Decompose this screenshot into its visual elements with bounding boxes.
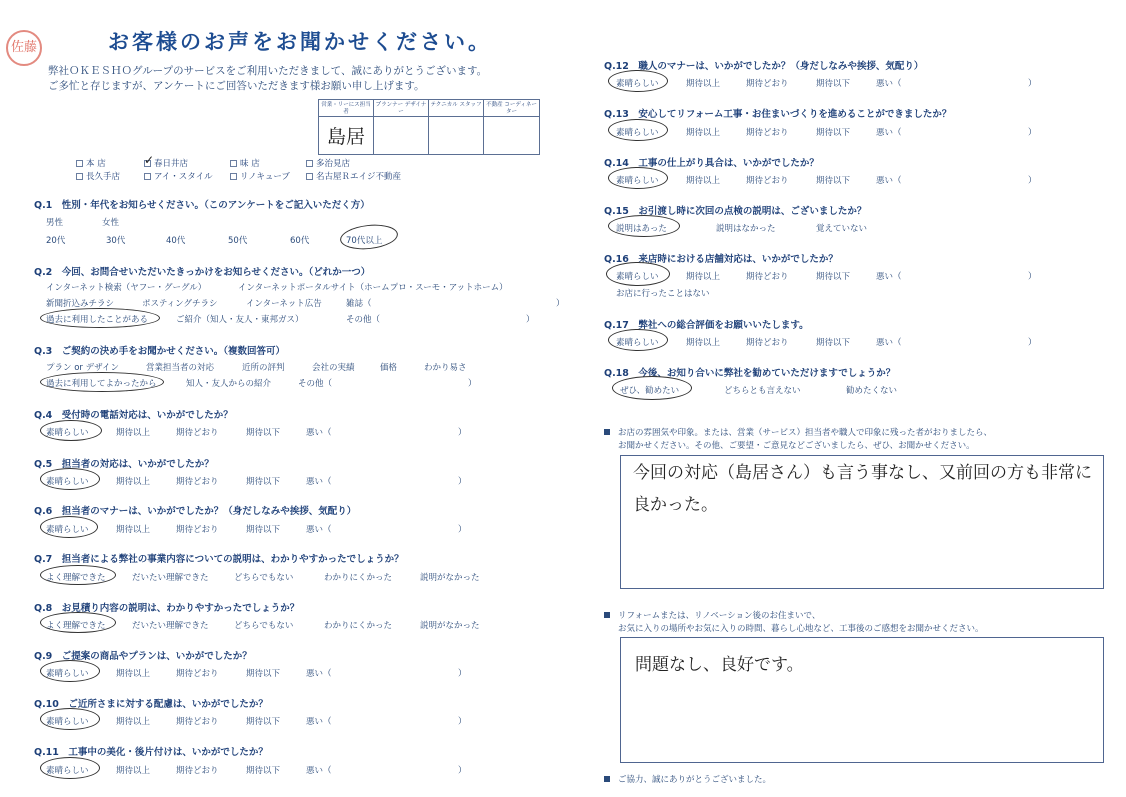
store-option[interactable]: アイ・スタイル (144, 171, 230, 184)
check-mark-icon: ✓ (144, 153, 155, 167)
q11-options: 素晴らしい 期待以上 期待どおり 期待以下 悪い（ ） (46, 766, 467, 776)
q1-gender-options: 男性 女性 (46, 218, 120, 228)
answer-circle (608, 167, 668, 189)
answer-circle (40, 612, 116, 633)
question-10: Q.10 ご近所さまに対する配慮は、いかがでしたか？ (34, 696, 268, 710)
q4-options: 素晴らしい 期待以上 期待どおり 期待以下 悪い（ ） (46, 428, 467, 438)
q12-options: 素晴らしい 期待以上 期待どおり 期待以下 悪い（ ） (616, 79, 1037, 89)
q2-options-row1: インターネット検索（ヤフー・グーグル） インターネットポータルサイト（ホームプロ・スーモ・アットホーム） (46, 283, 508, 293)
q18-options: ぜひ、勧めたい どちらとも言えない 勧めたくない (620, 386, 898, 396)
q3-options-row2: 過去に利用してよかったから 知人・友人からの紹介 その他（ ） (46, 379, 477, 389)
question-16: Q.16 来店時における店舗対応は、いかがでしたか？ (604, 251, 838, 265)
footer-thanks: ご協力、誠にありがとうございました。 (604, 774, 771, 787)
bullet-square-icon (604, 776, 610, 782)
q2-options-row3: 過去に利用したことがある ご紹介（知人・友人・東邦ガス） その他（ ） (46, 315, 535, 325)
q14-options: 素晴らしい 期待以上 期待どおり 期待以下 悪い（ ） (616, 176, 1037, 186)
q5-options: 素晴らしい 期待以上 期待どおり 期待以下 悪い（ ） (46, 477, 467, 487)
answer-circle (339, 222, 399, 252)
question-2: Q.2 今回、お問合せいただいたきっかけをお知らせください。（どれか一つ） (34, 264, 370, 278)
question-17: Q.17 弊社への総合評価をお願いいたします。 (604, 317, 809, 331)
q10-options: 素晴らしい 期待以上 期待どおり 期待以下 悪い（ ） (46, 717, 467, 727)
intro-text: 弊社ＯＫＥＳＨＯグループのサービスをご利用いただきまして、誠にありがとうございます。 ご多忙と存じますが、アンケートにご回答いただきます様お願い申し上げます。 (48, 65, 488, 92)
answer-circle (40, 468, 100, 490)
q7-options: よく理解できた だいたい理解できた どちらでもない わかりにくかった 説明がなかった (46, 573, 480, 583)
answer-circle (608, 329, 668, 351)
q15-options: 説明はあった 説明はなかった 覚えていない (616, 224, 868, 234)
question-13: Q.13 安心してリフォーム工事・お住まいづくりを進めることができましたか？ (604, 106, 951, 120)
q3-options-row1: プラン or デザイン 営業担当者の対応 近所の評判 会社の実績 価格 わかり易さ (46, 363, 467, 373)
handwritten-answer-1: 今回の対応（島居さん）も言う事なし、又前回の方も非常に (633, 463, 1092, 483)
q6-options: 素晴らしい 期待以上 期待どおり 期待以下 悪い（ ） (46, 525, 467, 535)
question-6: Q.6 担当者のマナーは、いかがでしたか？（身だしなみや挨拶、気配り） (34, 503, 356, 517)
q17-options: 素晴らしい 期待以上 期待どおり 期待以下 悪い（ ） (616, 338, 1037, 348)
question-7: Q.7 担当者による弊社の事業内容についての説明は、わかりやすかったでしょうか？ (34, 551, 404, 565)
answer-circle (40, 420, 102, 441)
answer-circle (612, 376, 692, 400)
answer-circle (40, 708, 100, 730)
seal-stamp: 佐藤 (6, 30, 42, 66)
q8-options: よく理解できた だいたい理解できた どちらでもない わかりにくかった 説明がなかった (46, 621, 480, 631)
comment-box-1[interactable] (620, 455, 1104, 589)
staff-name-handwritten: 島居 (326, 126, 365, 148)
handwritten-answer-1-line2: 良かった。 (633, 495, 718, 515)
bullet-square-icon (604, 612, 610, 618)
comment-prompt-2: リフォームまたは、リノベーション後のお住まいで、 お気に入りの場所やお気に入りの時間、暮らし心地など、工事後のご感想をお聞かせください。 (604, 610, 984, 636)
answer-circle (608, 215, 680, 237)
answer-circle (608, 70, 668, 92)
q16-no-visit: お店に行ったことはない (616, 289, 710, 299)
store-option[interactable]: 多治見店 (306, 158, 350, 171)
answer-circle (40, 516, 98, 538)
question-11: Q.11 工事中の美化・後片付けは、いかがでしたか？ (34, 744, 268, 758)
store-option-checked[interactable]: ✓ 春日井店 (144, 153, 189, 169)
answer-circle (40, 565, 116, 585)
store-option[interactable]: 味 店 (230, 158, 306, 171)
staff-cell-realestate: 不動産 コーディネーター (484, 100, 539, 154)
question-18: Q.18 今後、お知り合いに弊社を勧めていただけますでしょうか？ (604, 365, 895, 379)
q2-options-row2: 新聞折込みチラシ ポスティングチラシ インターネット広告 雑誌（ ） (46, 299, 565, 309)
comment-prompt-1: お店の雰囲気や印象。または、営業（サービス）担当者や職人で印象に残った者がおりましたら、 お聞かせください。その他、ご要望・ご意見などございましたら、ぜひ、お聞かせください。 (604, 427, 992, 453)
store-option[interactable]: 長久手店 (76, 171, 144, 184)
answer-circle (606, 262, 670, 286)
question-12: Q.12 職人のマナーは、いかがでしたか？（身だしなみや挨拶、気配り） (604, 58, 923, 72)
staff-cell-sales: 営業・リーにス担当者 島居 (319, 100, 374, 154)
question-1: Q.1 性別・年代をお知らせください。（このアンケートをご記入いただく方） (34, 197, 370, 211)
staff-cell-planner: プランナー デザイナー (374, 100, 429, 154)
answer-circle (40, 372, 164, 392)
q9-options: 素晴らしい 期待以上 期待どおり 期待以下 悪い（ ） (46, 669, 467, 679)
comment-box-2[interactable] (620, 637, 1104, 763)
q1-age-options: 20代 30代 40代 50代 60代 70代以上 (46, 236, 383, 246)
question-9: Q.9 ご提案の商品やプランは、いかがでしたか？ (34, 648, 252, 662)
answer-circle (40, 660, 100, 682)
page-title: お客様のお声をお聞かせください。 (108, 30, 492, 54)
store-option[interactable]: 本 店 (76, 158, 144, 171)
store-checklist (76, 153, 436, 183)
question-5: Q.5 担当者の対応は、いかがでしたか？ (34, 456, 214, 470)
staff-table (318, 99, 540, 155)
answer-circle (40, 757, 100, 779)
question-8: Q.8 お見積り内容の説明は、わかりやすかったでしょうか？ (34, 600, 299, 614)
staff-cell-technical: テクニカル スタッフ (429, 100, 484, 154)
answer-circle (608, 119, 668, 141)
q13-options: 素晴らしい 期待以上 期待どおり 期待以下 悪い（ ） (616, 128, 1037, 138)
question-15: Q.15 お引渡し時に次回の点検の説明は、ございましたか？ (604, 203, 866, 217)
handwritten-answer-2: 問題なし、良好です。 (635, 655, 804, 675)
store-option[interactable]: 名古屋Ｒエイジ不動産 (306, 171, 401, 184)
question-3: Q.3 ご契約の決め手をお聞かせください。（複数回答可） (34, 343, 285, 357)
store-option[interactable]: リノキューブ (230, 171, 306, 184)
answer-circle (40, 308, 160, 328)
q16-options: 素晴らしい 期待以上 期待どおり 期待以下 悪い（ ） (616, 272, 1037, 282)
question-14: Q.14 工事の仕上がり具合は、いかがでしたか？ (604, 155, 819, 169)
bullet-square-icon (604, 429, 610, 435)
question-4: Q.4 受付時の電話対応は、いかがでしたか？ (34, 407, 233, 421)
